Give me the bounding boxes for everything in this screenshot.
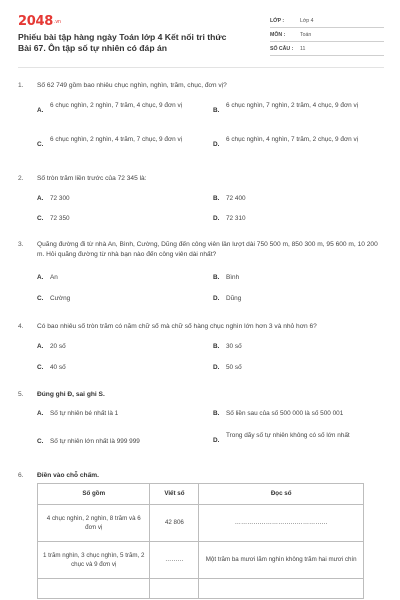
option-text: 72 400 [226, 195, 246, 202]
option-text: 72 310 [226, 215, 246, 222]
meta-value: 11 [300, 45, 306, 52]
option-text: 6 chục nghìn, 2 nghìn, 4 trăm, 7 chục, 9 đơn vị [50, 136, 183, 143]
question-number: 5. [18, 391, 24, 398]
meta-value: Lớp 4 [300, 17, 314, 24]
question-number: 1. [18, 82, 24, 89]
option-label: D. [213, 215, 220, 222]
option-label: B. [213, 343, 220, 350]
column-header: Viết số [150, 484, 199, 505]
meta-row-socau [270, 42, 384, 56]
option-label: B. [213, 410, 220, 417]
table-row [38, 579, 364, 599]
worksheet-header [18, 14, 384, 58]
option-label: C. [37, 295, 44, 302]
option-text: 20 số [50, 343, 66, 350]
question-number: 6. [18, 472, 24, 479]
header-divider [18, 67, 384, 68]
option-label: A. [37, 195, 44, 202]
option-label: D. [213, 295, 220, 302]
option-label: D. [213, 437, 220, 444]
answer-blank[interactable]: ……………………………………… [199, 505, 364, 542]
option-label: A. [37, 274, 44, 281]
worksheet-meta [270, 14, 384, 56]
option-label: B. [213, 107, 220, 114]
option-text: Dũng [226, 295, 242, 302]
option-text: 72 300 [50, 195, 70, 202]
question-text: Điền vào chỗ chấm. [37, 472, 99, 479]
table-cell [150, 579, 199, 599]
meta-label: LỚP : [270, 17, 285, 24]
table-row [38, 542, 364, 579]
option-text: An [50, 274, 58, 281]
option-text: Cường [50, 295, 71, 302]
meta-row-lop [270, 14, 384, 28]
table-cell [38, 579, 150, 599]
option-label: C. [37, 215, 44, 222]
option-text: Số tự nhiên bé nhất là 1 [50, 410, 119, 417]
meta-row-mon [270, 28, 384, 42]
option-text: Trong dãy số tự nhiên không có số lớn nhất [226, 432, 350, 439]
option-text: 72 350 [50, 215, 70, 222]
question-number: 3. [18, 241, 24, 248]
option-label: C. [37, 438, 44, 445]
option-label: D. [213, 364, 220, 371]
table-header-row [38, 484, 364, 505]
table-row [38, 505, 364, 542]
site-logo[interactable]: $2048^{.vn}$ [18, 14, 61, 29]
question-text: Số 62 749 gồm bao nhiêu chục nghìn, nghìn, trăm, chục, đơn vị? [37, 82, 227, 89]
worksheet-title: Phiếu bài tập hàng ngày Toán lớp 4 Kết nối tri thức Bài 67. Ôn tập số tự nhiên có đáp án [18, 32, 227, 53]
option-text: Số liền sau của số 500 000 là số 500 001 [226, 410, 344, 417]
option-label: B. [213, 195, 220, 202]
meta-label: SỐ CÂU : [270, 45, 294, 52]
answer-blank[interactable]: ……… [150, 542, 199, 579]
option-text: 40 số [50, 364, 66, 371]
option-text: 6 chục nghìn, 4 nghìn, 7 trăm, 2 chục, 9 đơn vị [226, 136, 359, 143]
option-text: Bình [226, 274, 240, 281]
meta-label: MÔN : [270, 31, 286, 38]
question-number: 2. [18, 175, 24, 182]
question-text: Quãng đường đi từ nhà An, Bình, Cường, Dũng đến công viên lần lượt dài 750 500 m, 850 300 m, 95 600 m, 10 200 m. Hỏi quãng đường từ nhà bạn nào đến công viên dài nhất? [37, 241, 378, 258]
question-text: Số tròn trăm liền trước của 72 345 là: [37, 175, 147, 182]
meta-value: Toán [300, 31, 312, 38]
option-label: A. [37, 410, 44, 417]
option-label: C. [37, 141, 44, 148]
option-text: 6 chục nghìn, 2 nghìn, 7 trăm, 4 chục, 9 đơn vị [50, 102, 183, 109]
option-text: 6 chục nghìn, 7 nghìn, 2 trăm, 4 chục, 9 đơn vị [226, 102, 359, 109]
option-label: A. [37, 107, 44, 114]
question-number: 4. [18, 323, 24, 330]
table-cell [199, 579, 364, 599]
question-text: Đúng ghi Đ, sai ghi S. [37, 391, 105, 398]
option-text: 50 số [226, 364, 242, 371]
option-label: A. [37, 343, 44, 350]
table-cell: 1 trăm nghìn, 3 chục nghìn, 5 trăm, 2 chục và 9 đơn vị [38, 542, 150, 579]
option-text: Số tự nhiên lớn nhất là 999 999 [50, 438, 140, 445]
option-text: 30 số [226, 343, 242, 350]
table-cell: 42 806 [150, 505, 199, 542]
column-header: Đọc số [199, 484, 364, 505]
option-label: B. [213, 274, 220, 281]
question-text: Có bao nhiêu số tròn trăm có năm chữ số mà chữ số hàng chục nghìn lớn hơn 3 và nhỏ hơn 6? [37, 323, 317, 330]
column-header: Số gồm [38, 484, 150, 505]
fill-in-table [37, 483, 364, 599]
table-cell: Một trăm ba mươi lăm nghìn không trăm hai mươi chín [199, 542, 364, 579]
option-label: D. [213, 141, 220, 148]
option-label: C. [37, 364, 44, 371]
table-cell: 4 chục nghìn, 2 nghìn, 8 trăm và 6 đơn vị [38, 505, 150, 542]
